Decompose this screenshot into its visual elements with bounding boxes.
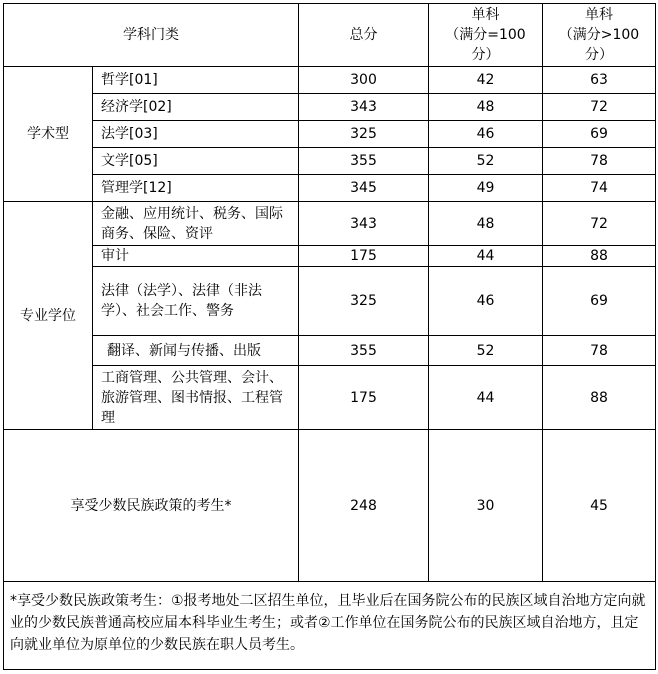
minority-row bbox=[4, 430, 656, 582]
table-row bbox=[4, 175, 656, 202]
subject-cell: 审计 bbox=[93, 246, 299, 267]
single100-cell: 30 bbox=[429, 430, 543, 582]
header-single-gt100-note: （满分>100 bbox=[558, 27, 640, 43]
single-over100-cell: 72 bbox=[543, 202, 656, 246]
score-document bbox=[3, 3, 655, 670]
total-cell: 355 bbox=[299, 336, 429, 366]
table-row bbox=[4, 148, 656, 175]
total-cell: 248 bbox=[299, 430, 429, 582]
single-over100-cell: 74 bbox=[543, 175, 656, 202]
minority-label: 享受少数民族政策的考生* bbox=[4, 430, 299, 582]
single100-cell: 44 bbox=[429, 246, 543, 267]
subject-cell: 翻译、新闻与传播、出版 bbox=[93, 336, 299, 366]
subject-cell: 金融、应用统计、税务、国际商务、保险、资评 bbox=[93, 202, 299, 246]
single100-cell: 52 bbox=[429, 336, 543, 366]
header-single-gt100-tail: 分） bbox=[585, 47, 613, 63]
total-cell: 175 bbox=[299, 246, 429, 267]
header-single-le100 bbox=[429, 4, 543, 67]
single100-cell: 49 bbox=[429, 175, 543, 202]
subject-cell: 经济学[02] bbox=[93, 94, 299, 121]
single100-cell: 52 bbox=[429, 148, 543, 175]
table-row bbox=[4, 267, 656, 336]
single-over100-cell: 69 bbox=[543, 267, 656, 336]
header-single-gt100 bbox=[543, 4, 656, 67]
group-label-professional: 专业学位 bbox=[4, 202, 93, 430]
single-over100-cell: 88 bbox=[543, 246, 656, 267]
header-single-le100-tail: 分） bbox=[471, 47, 500, 63]
subject-cell: 法律（法学）、法律（非法学）、社会工作、警务 bbox=[93, 267, 299, 336]
single100-cell: 48 bbox=[429, 202, 543, 246]
subject-cell: 管理学[12] bbox=[93, 175, 299, 202]
table-row bbox=[4, 246, 656, 267]
single-over100-cell: 88 bbox=[543, 366, 656, 430]
table-row bbox=[4, 336, 656, 366]
header-row bbox=[4, 4, 656, 67]
single-over100-cell: 63 bbox=[543, 67, 656, 94]
single100-cell: 44 bbox=[429, 366, 543, 430]
single-over100-cell: 78 bbox=[543, 336, 656, 366]
table-row bbox=[4, 67, 656, 94]
header-total: 总分 bbox=[299, 4, 429, 67]
footnote-text: *享受少数民族政策考生：①报考地处二区招生单位，且毕业后在国务院公布的民族区域自治地方定向就业的少数民族普通高校应届本科毕业生考生；或者②工作单位在国务院公布的民族区域自治地方，且定向就业单位为原单位的少数民族在职人员考生。 bbox=[4, 582, 656, 670]
single-over100-cell: 45 bbox=[543, 430, 656, 582]
total-cell: 343 bbox=[299, 94, 429, 121]
single100-cell: 48 bbox=[429, 94, 543, 121]
subject-cell: 工商管理、公共管理、会计、旅游管理、图书情报、工程管理 bbox=[93, 366, 299, 430]
total-cell: 325 bbox=[299, 121, 429, 148]
header-category: 学科门类 bbox=[4, 4, 299, 67]
table-row bbox=[4, 366, 656, 430]
subject-cell: 哲学[01] bbox=[93, 67, 299, 94]
total-cell: 175 bbox=[299, 366, 429, 430]
single100-cell: 46 bbox=[429, 267, 543, 336]
header-single-le100-note: （满分=100 bbox=[445, 27, 526, 43]
single-over100-cell: 78 bbox=[543, 148, 656, 175]
group-label-academic: 学术型 bbox=[4, 67, 93, 202]
total-cell: 300 bbox=[299, 67, 429, 94]
header-single-le100-title: 单科 bbox=[471, 7, 500, 23]
total-cell: 355 bbox=[299, 148, 429, 175]
total-cell: 325 bbox=[299, 267, 429, 336]
subject-cell: 文学[05] bbox=[93, 148, 299, 175]
single-over100-cell: 72 bbox=[543, 94, 656, 121]
subject-cell: 法学[03] bbox=[93, 121, 299, 148]
total-cell: 345 bbox=[299, 175, 429, 202]
single100-cell: 42 bbox=[429, 67, 543, 94]
single-over100-cell: 69 bbox=[543, 121, 656, 148]
single100-cell: 46 bbox=[429, 121, 543, 148]
table-row bbox=[4, 121, 656, 148]
header-single-gt100-title: 单科 bbox=[585, 7, 613, 23]
score-table bbox=[3, 3, 656, 670]
footnote-row bbox=[4, 582, 656, 670]
total-cell: 343 bbox=[299, 202, 429, 246]
table-row bbox=[4, 202, 656, 246]
table-row bbox=[4, 94, 656, 121]
